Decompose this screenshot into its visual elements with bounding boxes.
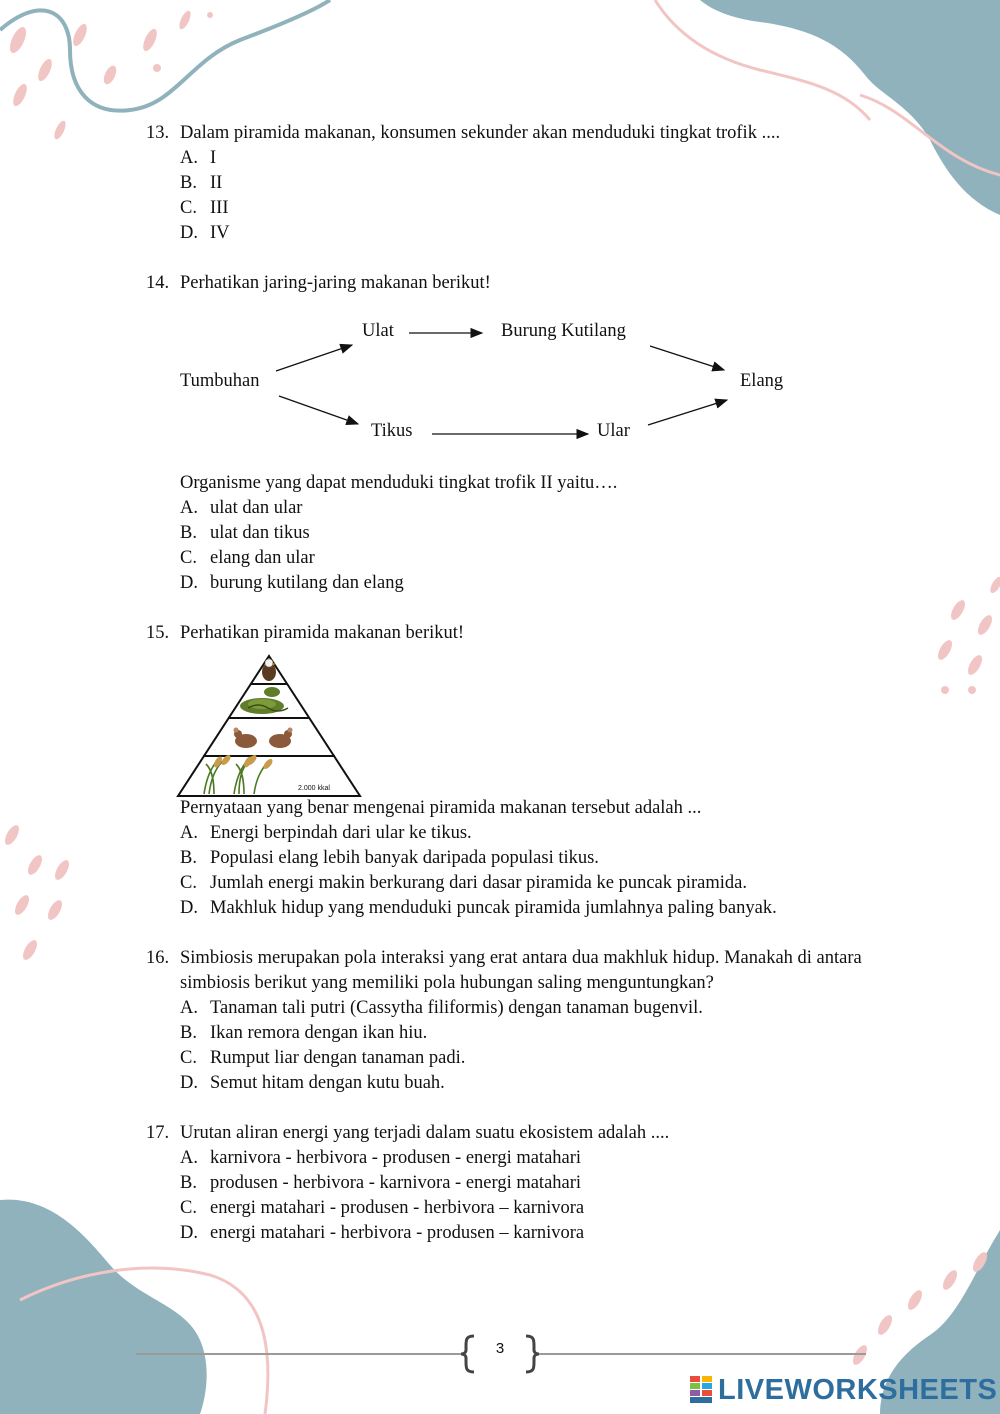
- question-stem: Perhatikan piramida makanan berikut!: [180, 623, 465, 643]
- question-stem: Dalam piramida makanan, konsumen sekunder akan menduduki tingkat trofik ....: [180, 123, 781, 143]
- option-b[interactable]: B. II: [180, 173, 223, 193]
- option-d[interactable]: D. Makhluk hidup yang menduduki puncak piramida jumlahnya paling banyak.: [180, 898, 777, 918]
- liveworksheets-logo[interactable]: [690, 1372, 997, 1408]
- question-15-body: [146, 796, 890, 921]
- option-b[interactable]: B. produsen - herbivora - karnivora - energi matahari: [180, 1173, 582, 1193]
- option-a[interactable]: A. I: [180, 148, 217, 168]
- question-stem: Simbiosis merupakan pola interaksi yang erat antara dua makhluk hidup. Manakah di antara simbiosis berikut yang memiliki pola hubungan saling menguntungkan?: [180, 948, 862, 993]
- question-number: 16.: [146, 948, 170, 968]
- node-ular: Ular: [597, 421, 630, 441]
- option-c[interactable]: C. energi matahari - produsen - herbivora – karnivora: [180, 1198, 585, 1218]
- option-c[interactable]: C. Jumlah energi makin berkurang dari dasar piramida ke puncak piramida.: [180, 873, 747, 893]
- question-13: [146, 121, 890, 246]
- node-tumbuhan: Tumbuhan: [180, 371, 260, 391]
- question-number: 15.: [146, 623, 170, 643]
- option-d[interactable]: D. energi matahari - herbivora - produsen – karnivora: [180, 1223, 585, 1243]
- option-d[interactable]: D. Semut hitam dengan kutu buah.: [180, 1073, 445, 1093]
- option-c[interactable]: C. Rumput liar dengan tanaman padi.: [180, 1048, 466, 1068]
- option-b[interactable]: B. ulat dan tikus: [180, 523, 310, 543]
- option-a[interactable]: A. ulat dan ular: [180, 498, 303, 518]
- option-b[interactable]: B. Populasi elang lebih banyak daripada populasi tikus.: [180, 848, 599, 868]
- question-14-body: [146, 471, 890, 596]
- question-number: 13.: [146, 123, 170, 143]
- question-15: [146, 621, 890, 646]
- option-d[interactable]: D. IV: [180, 223, 230, 243]
- option-c[interactable]: C. elang dan ular: [180, 548, 315, 568]
- food-pyramid-image: [176, 652, 362, 798]
- question-17: [146, 1121, 890, 1246]
- question-text: Pernyataan yang benar mengenai piramida makanan tersebut adalah ...: [180, 798, 702, 818]
- option-d[interactable]: D. burung kutilang dan elang: [180, 573, 404, 593]
- option-b[interactable]: B. Ikan remora dengan ikan hiu.: [180, 1023, 428, 1043]
- option-a[interactable]: A. karnivora - herbivora - produsen - energi matahari: [180, 1148, 582, 1168]
- node-elang: Elang: [740, 371, 784, 391]
- question-16: [146, 946, 890, 1096]
- node-ulat: Ulat: [362, 321, 394, 341]
- option-a[interactable]: A. Tanaman tali putri (Cassytha filiformis) dengan tanaman bugenvil.: [180, 998, 703, 1018]
- node-tikus: Tikus: [371, 421, 413, 441]
- question-number: 14.: [146, 273, 170, 293]
- liveworksheets-brand-text: LIVEWORKSHEETS: [718, 1373, 998, 1406]
- energy-label: 2.000 kkal: [298, 785, 330, 792]
- question-stem: Perhatikan jaring-jaring makanan berikut!: [180, 273, 491, 293]
- page-number: 3: [495, 1340, 505, 1357]
- question-text: Organisme yang dapat menduduki tingkat trofik II yaitu….: [180, 473, 618, 493]
- option-c[interactable]: C. III: [180, 198, 229, 218]
- option-a[interactable]: A. Energi berpindah dari ular ke tikus.: [180, 823, 472, 843]
- node-burung-kutilang: Burung Kutilang: [501, 321, 626, 341]
- liveworksheets-logo-icon: [690, 1376, 712, 1404]
- question-stem: Urutan aliran energi yang terjadi dalam suatu ekosistem adalah ....: [180, 1123, 670, 1143]
- question-number: 17.: [146, 1123, 170, 1143]
- question-14: [146, 271, 890, 296]
